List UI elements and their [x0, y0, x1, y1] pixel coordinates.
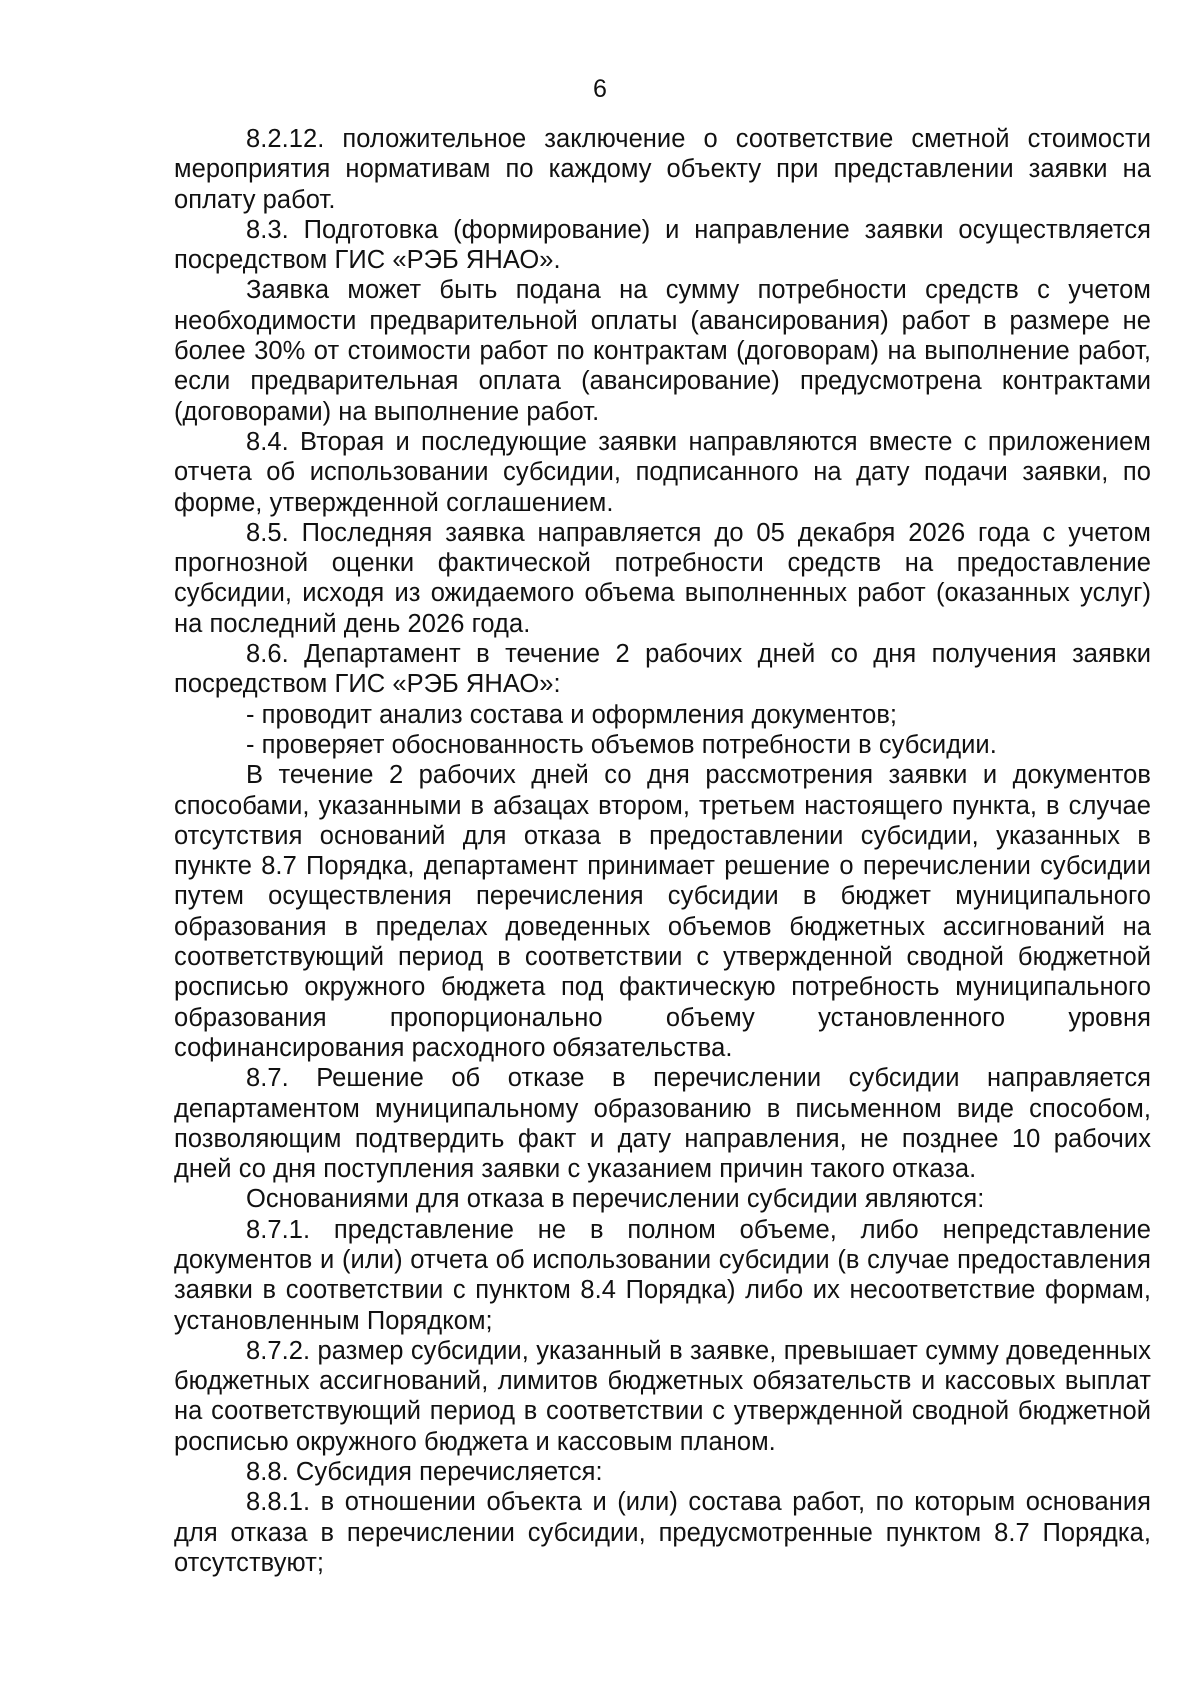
list-item-analysis: - проводит анализ состава и оформления документов; [246, 700, 898, 729]
paragraph-8-7: 8.7. Решение об отказе в перечислении субсидии направляется департаментом муниципальному образованию в письменном виде способом, позволяющим подтвердить факт и дату направления, не позднее 10 рабочих дней со дня поступления заявки с указанием причин такого отказа. [174, 1064, 1151, 1184]
paragraph-8-7-1: 8.7.1. представление не в полном объеме, либо непредставление документов и (или) отчета об использовании субсидии (в случае предоставления заявки в соответствии с пунктом 8.4 Порядка) либо их несоответствие формам, установленным Порядком; [174, 1215, 1151, 1335]
paragraph-decision-transfer: В течение 2 рабочих дней со дня рассмотрения заявки и документов способами, указанными в абзацах втором, третьем настоящего пункта, в случае отсутствия оснований для отказа в предоставлении субсидии, указанных в пункте 8.7 Порядка, департамент принимает решение о перечислении субсидии путем осуществления перечисления субсидии в бюджет муниципального образования в пределах доведенных объемов бюджетных ассигнований на соответствующий период в соответствии с утвержденной сводной бюджетной росписью окружного бюджета под фактическую потребность муниципального образования пропорционально объему установленного уровня софинансирования расходного обязательства. [174, 761, 1151, 1062]
document-body [174, 124, 1151, 1578]
paragraph-8-5: 8.5. Последняя заявка направляется до 05 декабря 2026 года с учетом прогнозной оценки фактической потребности средств на предоставление субсидии, исходя из ожидаемого объема выполненных работ (оказанных услуг) на последний день 2026 года. [174, 518, 1151, 638]
paragraph-advance-payment: Заявка может быть подана на сумму потребности средств с учетом необходимости предварительной оплаты (авансирования) работ в размере не более 30% от стоимости работ по контрактам (договорам) на выполнение работ, если предварительная оплата (авансирование) предусмотрена контрактами (договорами) на выполнение работ. [174, 276, 1151, 426]
paragraph-8-8: 8.8. Субсидия перечисляется: [246, 1458, 603, 1487]
paragraph-8-3: 8.3. Подготовка (формирование) и направление заявки осуществляется посредством ГИС «РЭБ ЯНАО». [174, 215, 1151, 275]
paragraph-refusal-grounds: Основаниями для отказа в перечислении субсидии являются: [246, 1185, 985, 1214]
paragraph-8-7-2: 8.7.2. размер субсидии, указанный в заявке, превышает сумму доведенных бюджетных ассигнований, лимитов бюджетных обязательств и кассовых выплат на соответствующий период в соответствии с утвержденной сводной бюджетной росписью окружного бюджета и кассовым планом. [174, 1336, 1151, 1456]
paragraph-8-8-1: 8.8.1. в отношении объекта и (или) состава работ, по которым основания для отказа в перечислении субсидии, предусмотренные пунктом 8.7 Порядка, отсутствуют; [174, 1488, 1151, 1577]
page-number: 6 [593, 75, 607, 103]
paragraph-8-2-12: 8.2.12. положительное заключение о соответствие сметной стоимости мероприятия нормативам по каждому объекту при представлении заявки на оплату работ. [174, 125, 1151, 214]
paragraph-8-4: 8.4. Вторая и последующие заявки направляются вместе с приложением отчета об использовании субсидии, подписанного на дату подачи заявки, по форме, утвержденной соглашением. [174, 427, 1151, 517]
paragraph-8-6: 8.6. Департамент в течение 2 рабочих дней со дня получения заявки посредством ГИС «РЭБ ЯНАО»: [174, 640, 1151, 699]
list-item-validation: - проверяет обоснованность объемов потребности в субсидии. [246, 730, 997, 759]
